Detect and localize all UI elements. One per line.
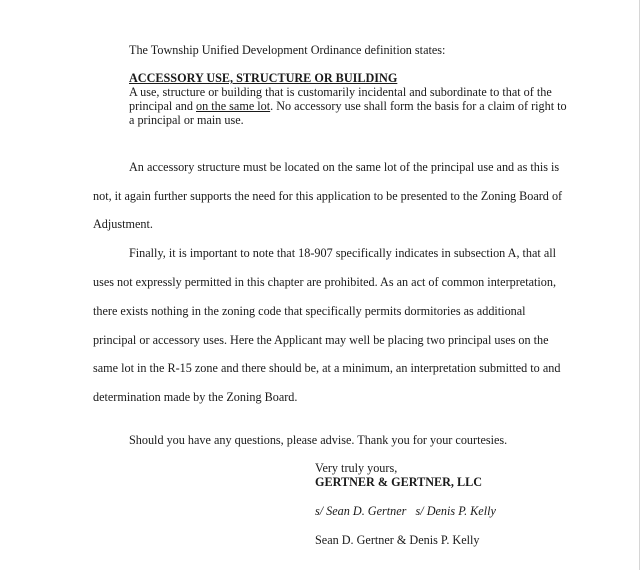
paragraph-1-line: not, it again further supports the need for this application to be presented to the Zoning Board of [93, 189, 563, 203]
definition-line-2-end: . No accessory use shall form the basis for a claim of right to [270, 99, 567, 113]
paragraph-2-line: principal or accessory uses. Here the Applicant may well be placing two principal uses on the [93, 333, 549, 347]
intro-text: The Township Unified Development Ordinance definition states: [129, 43, 446, 57]
closing-text: Should you have any questions, please advise. Thank you for your courtesies. [129, 433, 508, 447]
signature-gertner: s/ Sean D. Gertner [315, 504, 407, 518]
paragraph-2-line: uses not expressly permitted in this chapter are prohibited. As an act of common interpretation, [93, 275, 556, 289]
signature-kelly: s/ Denis P. Kelly [415, 504, 496, 518]
definition-heading: ACCESSORY USE, STRUCTURE OR BUILDING [129, 71, 398, 85]
definition-line-1: A use, structure or building that is customarily incidental and subordinate to that of the [129, 85, 552, 99]
firm-name: GERTNER & GERTNER, LLC [315, 475, 483, 489]
salutation: Very truly yours, [315, 461, 398, 475]
definition-line-3: a principal or main use. [129, 113, 244, 127]
paragraph-1-line: An accessory structure must be located on the same lot of the principal use and as this is [129, 160, 560, 174]
definition-line-2-start: principal and [129, 99, 197, 113]
definition-line-2 [129, 99, 567, 113]
paragraph-1-line: Adjustment. [93, 217, 153, 231]
definition-same-lot: on the same lot [196, 99, 271, 113]
paragraph-2-line: same lot in the R-15 zone and there should be, at a minimum, an interpretation submitted to and [93, 361, 561, 375]
paragraph-2-line: Finally, it is important to note that 18-907 specifically indicates in subsection A, that all [129, 246, 557, 260]
signatures [315, 504, 496, 518]
paragraph-2-line: determination made by the Zoning Board. [93, 390, 298, 404]
paragraph-2-line: there exists nothing in the zoning code that specifically permits dormitories as additional [93, 304, 526, 318]
signatory-names: Sean D. Gertner & Denis P. Kelly [315, 533, 480, 547]
